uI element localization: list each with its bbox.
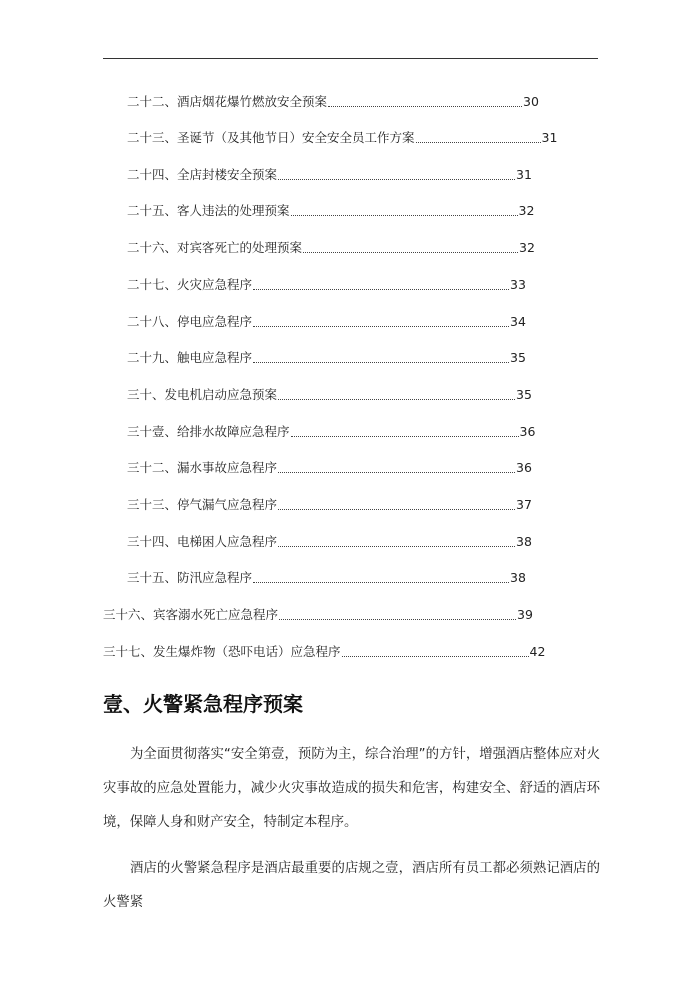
toc-entry-page: 39 <box>517 607 533 622</box>
toc-entry-page: 31 <box>541 130 558 145</box>
toc-entry-page: 32 <box>519 240 535 255</box>
toc-entry[interactable] <box>127 201 534 221</box>
toc-entry-label: 三十、发电机启动应急预案 <box>127 387 278 402</box>
toc-entry[interactable] <box>127 422 535 442</box>
toc-leader-dots <box>415 128 542 148</box>
toc-entry-page: 35 <box>516 387 532 402</box>
toc-entry[interactable] <box>127 458 532 478</box>
section-heading: 壹、火警紧急程序预案 <box>103 692 303 716</box>
toc-entry[interactable] <box>127 568 526 588</box>
toc-entry-label: 二十六、对宾客死亡的处理预案 <box>127 240 303 255</box>
toc-entry-label: 二十二、酒店烟花爆竹燃放安全预案 <box>127 94 328 109</box>
toc-leader-dots <box>277 532 516 552</box>
toc-entry-page: 42 <box>529 644 546 659</box>
toc-entry[interactable] <box>103 642 545 662</box>
toc-leader-dots <box>302 238 519 258</box>
toc-leader-dots <box>252 312 510 332</box>
toc-entry-page: 36 <box>519 424 536 439</box>
toc-entry-label: 二十九、触电应急程序 <box>127 350 253 365</box>
toc-leader-dots <box>277 495 516 515</box>
toc-entry[interactable] <box>127 312 526 332</box>
toc-entry-label: 三十三、停气漏气应急程序 <box>127 497 278 512</box>
toc-entry[interactable] <box>127 348 526 368</box>
toc-entry-page: 31 <box>516 167 532 182</box>
toc-entry-page: 32 <box>518 203 535 218</box>
header-rule <box>103 58 598 59</box>
toc-entry-label: 二十五、客人违法的处理预案 <box>127 203 290 218</box>
toc-entry[interactable] <box>127 165 532 185</box>
toc-entry-page: 33 <box>510 277 526 292</box>
toc-entry-label: 三十壹、给排水故障应急程序 <box>127 424 290 439</box>
toc-entry-label: 二十四、全店封楼安全预案 <box>127 167 278 182</box>
toc-entry-label: 二十七、火灾应急程序 <box>127 277 253 292</box>
toc-leader-dots <box>290 201 519 221</box>
toc-leader-dots <box>327 92 523 112</box>
toc-entry-label: 三十五、防汛应急程序 <box>127 570 253 585</box>
toc-entry-label: 二十八、停电应急程序 <box>127 314 253 329</box>
toc-entry-page: 34 <box>510 314 526 329</box>
toc-entry-label: 二十三、圣诞节（及其他节日）安全安全员工作方案 <box>127 130 415 145</box>
toc-leader-dots <box>278 605 517 625</box>
toc-leader-dots <box>252 348 510 368</box>
toc-entry[interactable] <box>127 495 532 515</box>
toc-entry-label: 三十六、宾客溺水死亡应急程序 <box>103 607 279 622</box>
toc-entry-page: 38 <box>516 534 532 549</box>
toc-entry[interactable] <box>127 532 532 552</box>
toc-leader-dots <box>252 568 510 588</box>
toc-entry-page: 37 <box>516 497 532 512</box>
toc-entry[interactable] <box>103 605 533 625</box>
body-paragraph: 酒店的火警紧急程序是酒店最重要的店规之壹，酒店所有员工都必须熟记酒店的火警紧 <box>103 861 600 910</box>
toc-entry[interactable] <box>127 92 539 112</box>
toc-entry-page: 35 <box>510 350 526 365</box>
toc-leader-dots <box>341 642 530 662</box>
toc-entry-page: 36 <box>516 460 532 475</box>
toc-entry[interactable] <box>127 275 526 295</box>
toc-entry-page: 38 <box>510 570 526 585</box>
toc-leader-dots <box>252 275 510 295</box>
toc-entry[interactable] <box>127 385 532 405</box>
toc-entry-label: 三十四、电梯困人应急程序 <box>127 534 278 549</box>
toc-entry-page: 30 <box>523 94 539 109</box>
toc-leader-dots <box>290 422 520 442</box>
toc-entry[interactable] <box>127 128 557 148</box>
toc-entry-label: 三十二、漏水事故应急程序 <box>127 460 278 475</box>
body-paragraph: 为全面贯彻落实“安全第壹，预防为主，综合治理”的方针，增强酒店整体应对火灾事故的应急处置能力，减少火灾事故造成的损失和危害，构建安全、舒适的酒店环境，保障人身和财产安全，特制定本程序。 <box>103 747 600 830</box>
toc-leader-dots <box>277 458 516 478</box>
toc-leader-dots <box>277 385 516 405</box>
toc-entry-label: 三十七、发生爆炸物（恐吓电话）应急程序 <box>103 644 341 659</box>
toc-entry[interactable] <box>127 238 535 258</box>
toc-leader-dots <box>277 165 516 185</box>
